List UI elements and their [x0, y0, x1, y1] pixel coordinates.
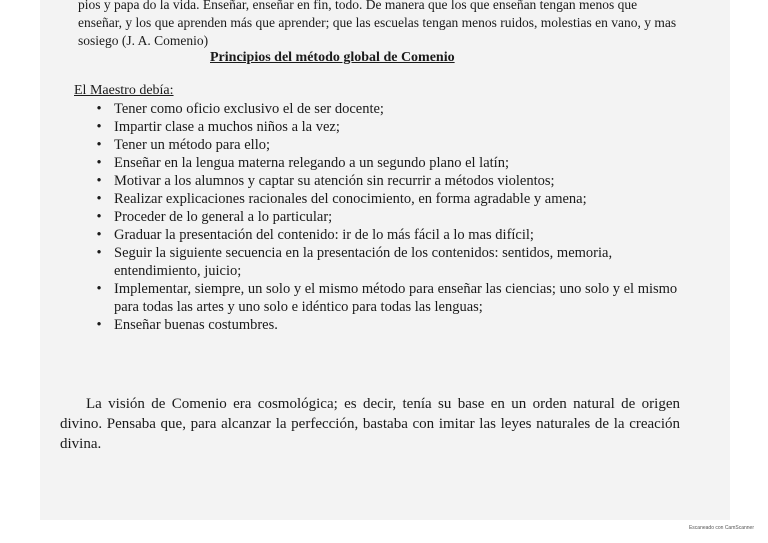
list-item	[92, 154, 692, 172]
body-paragraph: La visión de Comenio era cosmológica; es decir, tenía su base en un orden natural de origen divino. Pensaba que, para alcanzar la perfección, bastaba con imitar las leyes naturales de la creación divina.	[60, 396, 680, 452]
bullet-icon: •	[96, 101, 102, 117]
list-item-text: Seguir la siguiente secuencia en la presentación de los contenidos: sentidos, memoria, entendimiento, juicio;	[114, 245, 613, 279]
list-item	[92, 226, 692, 244]
bullet-icon: •	[96, 119, 102, 135]
bullet-icon: •	[96, 281, 102, 297]
bullet-icon: •	[96, 137, 102, 153]
list-item-text: Enseñar en la lengua materna relegando a un segundo plano el latín;	[114, 155, 509, 171]
list-item-text: Realizar explicaciones racionales del conocimiento, en forma agradable y amena;	[114, 191, 587, 207]
list-item	[92, 172, 692, 190]
list-item-text: Tener como oficio exclusivo el de ser docente;	[114, 101, 384, 117]
scanner-watermark: Escaneado con CamScanner	[688, 525, 754, 531]
list-item-text: Implementar, siempre, un solo y el mismo método para enseñar las ciencias; uno solo y el mismo para todas las artes y uno solo e idéntico para todas las lenguas;	[114, 281, 678, 315]
list-item-text: Tener un método para ello;	[114, 137, 271, 153]
bullet-icon: •	[96, 155, 102, 171]
list-item	[92, 280, 692, 316]
list-item-text: Impartir clase a muchos niños a la vez;	[114, 119, 340, 135]
bullet-icon: •	[96, 173, 102, 189]
list-item	[92, 118, 692, 136]
list-item-text: Proceder de lo general a lo particular;	[114, 209, 333, 225]
list-item	[92, 208, 692, 226]
section-heading: Principios del método global de Comenio	[210, 50, 455, 65]
list-item	[92, 190, 692, 208]
bullet-icon: •	[96, 317, 102, 333]
intro-text: pios y papa do la vida. Enseñar, enseñar en fin, todo. De manera que los que enseñan tengan menos que enseñar, y los que aprenden más que aprender; que las escuelas tengan menos ruidos, molestias en vano, y mas sosiego (J. A. Comenio)	[78, 0, 677, 48]
bullet-icon: •	[96, 209, 102, 225]
list-item	[92, 100, 692, 118]
bullet-icon: •	[96, 191, 102, 207]
list-item-text: Motivar a los alumnos y captar su atención sin recurrir a métodos violentos;	[114, 173, 555, 189]
list-item-text: Enseñar buenas costumbres.	[114, 317, 278, 333]
bullet-icon: •	[96, 245, 102, 261]
principles-list	[92, 100, 692, 334]
bullet-icon: •	[96, 227, 102, 243]
list-item	[92, 244, 692, 280]
list-item	[92, 136, 692, 154]
list-title: El Maestro debía:	[74, 83, 174, 98]
list-item-text: Graduar la presentación del contenido: ir de lo más fácil a lo mas difícil;	[114, 227, 534, 243]
list-item	[92, 316, 692, 334]
